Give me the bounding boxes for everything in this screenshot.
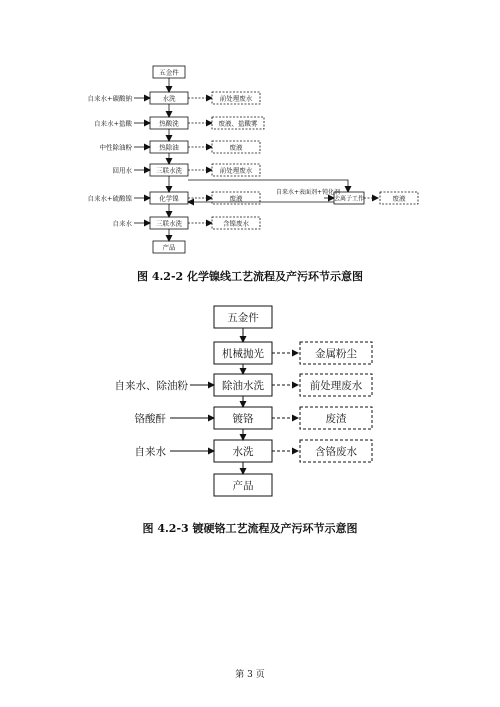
d1-input-1: 自来水+碳酸钠 (87, 94, 132, 103)
d2-step-5 (214, 440, 272, 462)
d2-step-2-label: 机械抛光 (222, 348, 264, 360)
d1-step-1-label: 五金件 (159, 68, 179, 77)
d1-output-arrows (188, 98, 212, 223)
d1-step-3 (150, 117, 188, 129)
d2-step-6 (214, 474, 272, 496)
d1-side-output-label: 废液 (392, 194, 406, 203)
d1-side-process-label: 去离子工作 (333, 195, 365, 203)
d2-step-4 (214, 407, 272, 429)
d1-step-4-label: 热除油 (159, 143, 179, 152)
d2-step-4-label: 镀铬 (232, 413, 254, 425)
d1-input-2: 自来水+盐酸 (94, 119, 132, 128)
d2-step-3-label: 除油水洗 (222, 380, 264, 392)
d1-output-2: 废液、盐酸雾 (218, 119, 258, 128)
d1-step-2 (150, 92, 188, 104)
d2-step-1 (214, 306, 272, 328)
d1-step-8-label: 产品 (162, 243, 176, 252)
d1-step-7 (150, 217, 188, 229)
d1-step-5 (150, 164, 188, 176)
d2-output-arrows (272, 353, 298, 451)
diagram-1-caption: 图 4.2-2 化学镍线工艺流程及产污环节示意图 (136, 270, 363, 283)
d2-step-5-label: 水洗 (232, 446, 254, 458)
d1-output-1: 前处理废水 (219, 94, 253, 103)
d2-step-6-label: 产品 (232, 480, 254, 492)
d2-step-3 (214, 374, 272, 396)
d2-output-2: 前处理废水 (309, 380, 363, 392)
d1-step-8 (153, 241, 185, 253)
d1-output-3: 废液 (229, 143, 243, 152)
d1-step-4 (150, 141, 188, 153)
d2-input-3: 自来水 (134, 446, 166, 458)
d2-step-2 (214, 342, 272, 364)
d1-step-1 (153, 66, 185, 78)
d2-output-1: 金属粉尘 (315, 348, 357, 360)
d2-input-2: 铬酸酐 (134, 413, 166, 425)
d1-step-6-label: 化学镍 (159, 194, 179, 203)
d2-input-1: 自来水、除油粉 (114, 380, 188, 392)
d1-step-3-label: 热酸洗 (159, 119, 179, 128)
diagram-1 (88, 66, 418, 253)
d1-side-output (380, 192, 418, 204)
d1-input-6: 自来水 (112, 219, 132, 228)
d1-input-5: 自来水+硫酸镍 (87, 194, 132, 203)
d1-step-7-label: 三联水洗 (156, 219, 182, 228)
d1-step-2-label: 水洗 (162, 94, 176, 103)
d2-output-3: 废渣 (325, 413, 347, 425)
d1-step-6 (150, 192, 188, 204)
d1-output-6: 含镍废水 (223, 219, 249, 228)
diagram-2 (115, 306, 373, 496)
d1-input-3: 中性除油粉 (99, 143, 132, 152)
d1-side-input: 自来水+表面剂+钝化剂 (276, 189, 341, 196)
d1-output-4: 前处理废水 (219, 166, 253, 175)
diagram-2-caption: 图 4.2-3 镀硬铬工艺流程及产污环节示意图 (142, 522, 358, 535)
page-number: 第 3 页 (235, 670, 265, 680)
d1-output-5: 废液 (229, 194, 243, 203)
d1-input-4: 回用水 (112, 166, 132, 175)
d2-output-4: 含铬废水 (315, 446, 357, 458)
d2-step-1-label: 五金件 (227, 312, 259, 324)
d1-step-5-label: 三联水洗 (156, 166, 182, 175)
